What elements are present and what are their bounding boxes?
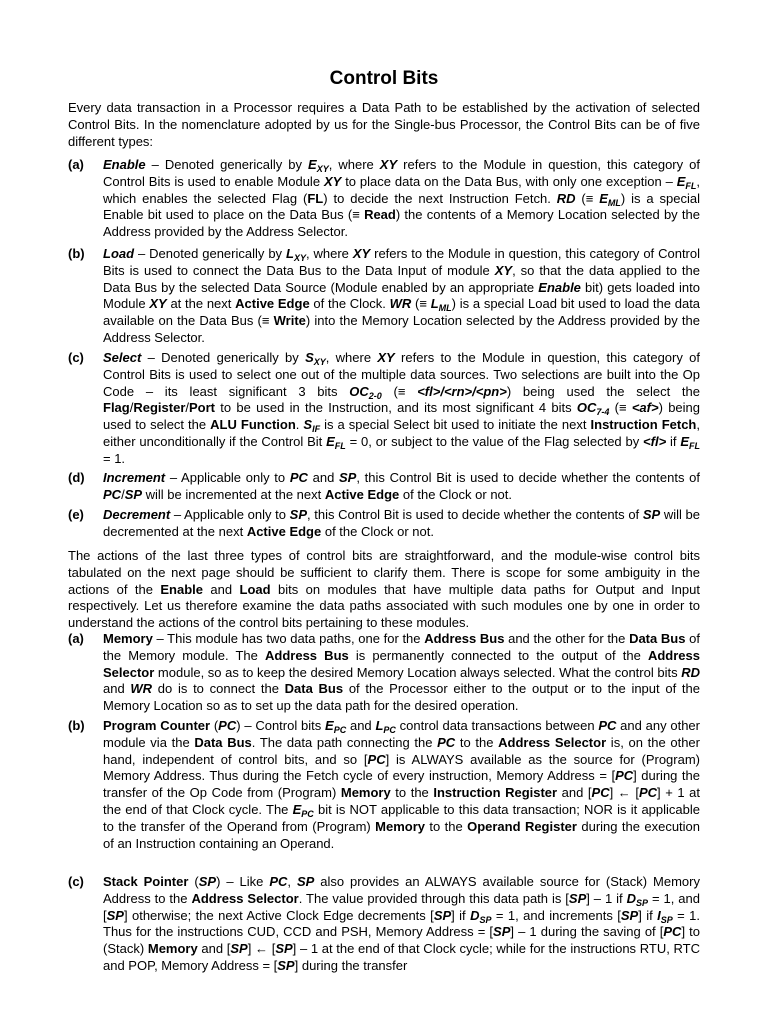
- page-title: Control Bits: [329, 68, 439, 89]
- middle-paragraph: The actions of the last three types of control bits are straightforward, and the module-wise control bits tabulated on the next page should be sufficient to clarify them. There is scope for some ambiguity in the actions of the Enable and Load bits on modules that have multiple data paths for Output and Input respectively. Let us therefore examine the data paths associated with such modules one by one in order to understand the actions of the control bits pertaining to these modules.: [68, 548, 700, 631]
- list-item-decrement: [68, 507, 700, 541]
- list-item-load: [68, 246, 700, 347]
- item-label: (e): [68, 507, 84, 522]
- intro-paragraph: Every data transaction in a Processor requires a Data Path to be established by the activation of selected Control Bits. In the nomenclature adopted by us for the Single-bus Processor, the Control Bits can be of five different types:: [68, 100, 700, 149]
- item-text: Select – Denoted generically by $S_{XY}$, where XY refers to the Module in question, this category of Control Bits is used to select one out of the multiple data sources. Two selections are built into the Op Code – its least significant 3 bits $OC_{2-0}$ (≡ <fl>/<rn>/<pn>) being used the select the Flag/Register/Port to be used in the Instruction, and its most significant 4 bits $OC_{7-4}$ (≡ <af>) being used to select the ALU Function. $S_{IF}$ is a special Select bit used to initiate the next Instruction Fetch, either unconditionally if the Control Bit $E_{FL} = 0$, or subject to the value of the Flag selected by <fl> if $E_{FL} = 1$.: [103, 350, 700, 466]
- item-label: (b): [68, 246, 85, 261]
- list-item-program-counter: [68, 718, 700, 852]
- item-label: (a): [68, 157, 84, 172]
- item-text: Increment – Applicable only to PC and SP, this Control Bit is used to decide whether the contents of PC/SP will be incremented at the next Active Edge of the Clock or not.: [103, 470, 701, 502]
- item-text: Memory – This module has two data paths, one for the Address Bus and the other for the Data Bus of the Memory module. The Address Bus is permanently connected to the output of the Address Selector module, so as to keep the desired Memory Location always selected. What the control bits RD and WR do is to connect the Data Bus of the Processor either to the output or to the input of the Memory Location so as to set up the data path for the desired operation.: [103, 631, 700, 714]
- item-label: (c): [68, 874, 84, 889]
- item-label: (b): [68, 718, 85, 733]
- item-text: Enable – Denoted generically by $E_{XY}$, where XY refers to the Module in question, this category of Control Bits is used to enable Module XY to place data on the Data Bus, with only one exception – $E_{FL}$, which enables the selected Flag (FL) to decide the next Instruction Fetch. RD (≡ $E_{ML}$) is a special Enable bit used to place on the Data Bus (≡ Read) the contents of a Memory Location selected by the Address provided by the Address Selector.: [103, 157, 700, 240]
- list-item-memory: [68, 631, 700, 715]
- list-item-increment: [68, 470, 700, 504]
- item-label: (c): [68, 350, 84, 365]
- list-item-enable: [68, 157, 700, 241]
- item-text: Program Counter (PC) – Control bits $E_{PC}$ and $L_{PC}$ control data transactions between PC and any other module via the Data Bus. The data path connecting the PC to the Address Selector is, on the other hand, independent of control bits, and so [PC] is ALWAYS available as the source for (Program) Memory Address. Thus during the Fetch cycle of every instruction, Memory Address = [PC] during the transfer of the Op Code from (Program) Memory to the Instruction Register and [PC] ← [PC] + 1 at the end of that Clock cycle. The $E_{PC}$ bit is NOT applicable to this data transaction; NOR is it applicable to the transfer of the Operand from (Program) Memory to the Operand Register during the execution of an Instruction containing an Operand.: [103, 718, 701, 851]
- list-item-stack-pointer: [68, 874, 700, 975]
- item-label: (d): [68, 470, 85, 485]
- item-label: (a): [68, 631, 84, 646]
- item-text: Load – Denoted generically by $L_{XY}$, where XY refers to the Module in question, this category of Control Bits is used to connect the Data Bus to the Data Input of module XY, so that the data applied to the Data Bus by the selected Data Source (Module enabled by an appropriate Enable bit) gets loaded into Module XY at the next Active Edge of the Clock. WR (≡ $L_{ML}$) is a special Load bit used to load the data available on the Data Bus (≡ Write) into the Memory Location selected by the Address provided by the Address Selector.: [103, 246, 701, 345]
- list-item-select: [68, 350, 700, 468]
- item-text: Decrement – Applicable only to SP, this Control Bit is used to decide whether the contents of SP will be decremented at the next Active Edge of the Clock or not.: [103, 507, 700, 539]
- item-text: Stack Pointer (SP) – Like PC, SP also provides an ALWAYS available source for (Stack) Memory Address to the Address Selector. The value provided through this data path is [SP] – 1 if $D_{SP} = 1$, and [SP] otherwise; the next Active Clock Edge decrements [SP] if $D_{SP} = 1$, and increments [SP] if $I_{SP} = 1$. Thus for the instructions CUD, CCD and PSH, Memory Address = [SP] – 1 during the saving of [PC] to (Stack) Memory and [SP] ← [SP] – 1 at the end of that Clock cycle; while for the instructions RTU, RTC and POP, Memory Address = [SP] during the transfer: [103, 874, 701, 973]
